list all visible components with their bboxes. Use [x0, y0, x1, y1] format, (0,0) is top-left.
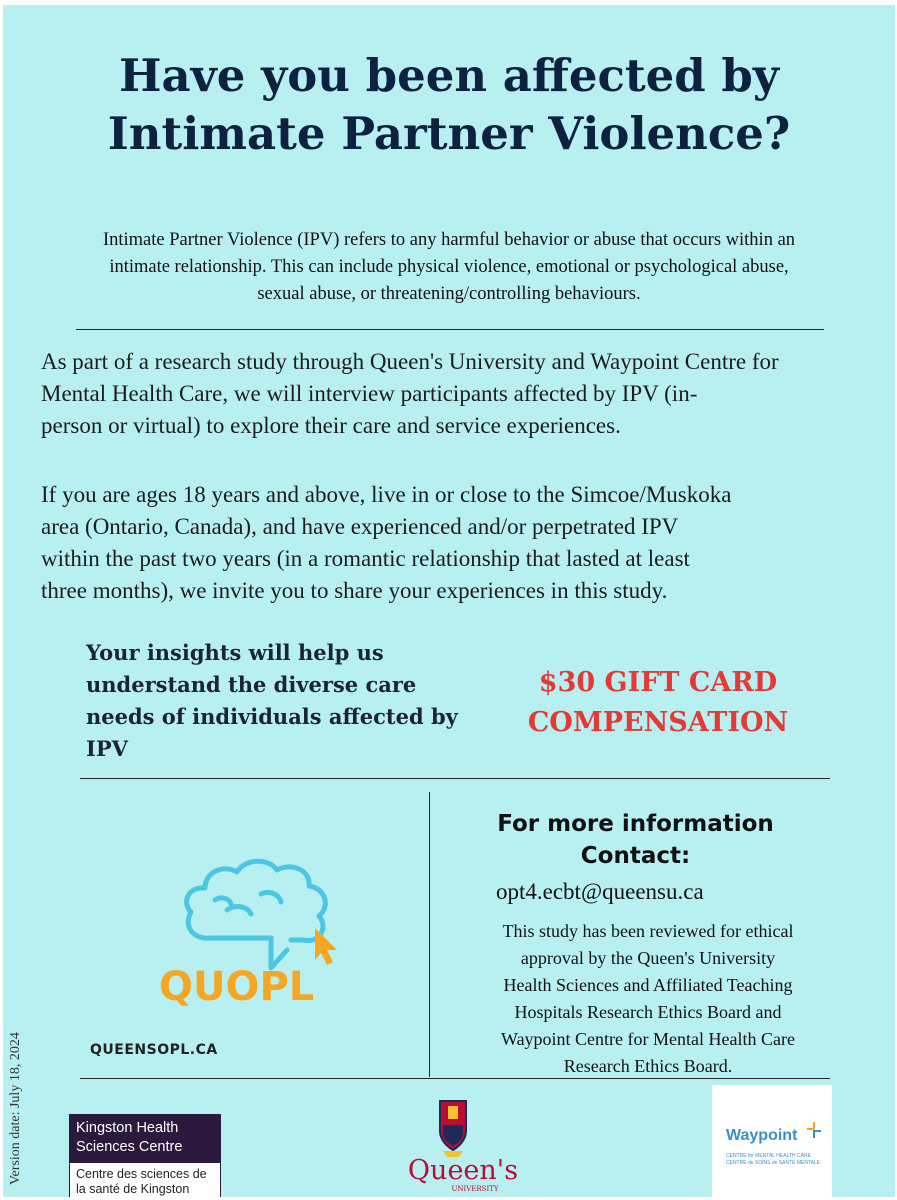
contact-heading-line: Contact: — [580, 843, 691, 869]
khsc-logo-banner — [70, 1115, 220, 1163]
khsc-french-line: la santé de Kingston — [76, 1182, 190, 1196]
ethics-statement — [458, 918, 838, 1080]
paragraph-line: area (Ontario, Canada), and have experienced and/or perpetrated IPV — [41, 514, 679, 539]
khsc-logo — [69, 1114, 221, 1197]
cursor-icon — [315, 928, 337, 965]
paragraph-line: As part of a research study through Queen's University and Waypoint Centre for — [41, 349, 779, 374]
definition-line: sexual abuse, or threatening/controlling behaviours. — [257, 284, 641, 304]
quopl-wordmark: QUOPL — [159, 964, 315, 1010]
quopl-logo — [153, 850, 363, 1010]
contact-heading-line: For more information — [497, 811, 774, 837]
queens-logo — [393, 1095, 533, 1197]
version-date: Version date: July 18, 2024 — [8, 1032, 23, 1185]
title-line-1: Have you been affected by — [118, 49, 780, 102]
insights-line: IPV — [86, 736, 128, 761]
ethics-line: approval by the Queen's University — [520, 948, 776, 968]
insights-line: Your insights will help us — [86, 640, 384, 665]
waypoint-subtitle — [726, 1153, 826, 1167]
compensation-line: $30 GIFT CARD — [538, 667, 778, 698]
queens-subtitle: UNIVERSITY — [451, 1185, 499, 1193]
quopl-website-link[interactable]: QUEENSOPL.CA — [90, 1042, 218, 1058]
waypoint-logo — [712, 1085, 832, 1197]
study-paragraph — [41, 346, 779, 442]
contact-email[interactable]: opt4.ecbt@queensu.ca — [496, 879, 704, 904]
insights-line: understand the diverse care — [86, 672, 417, 697]
poster — [3, 5, 895, 1197]
khsc-name-line: Sciences Centre — [76, 1139, 183, 1155]
title-line-2: Intimate Partner Violence? — [107, 107, 791, 160]
divider-vertical — [429, 792, 430, 1077]
waypoint-mark-icon — [805, 1121, 823, 1139]
paragraph-line: within the past two years (in a romantic relationship that lasted at least — [41, 546, 690, 571]
divider-middle — [80, 778, 830, 779]
insights-statement — [86, 637, 486, 765]
divider-top — [76, 329, 824, 330]
paragraph-line: Mental Health Care, we will interview participants affected by IPV (in- — [41, 381, 698, 406]
waypoint-subtitle-line: CENTRE for MENTAL HEALTH CARE — [726, 1153, 811, 1159]
ipv-definition — [43, 227, 855, 308]
khsc-name-line: Kingston Health — [76, 1120, 179, 1136]
ethics-line: This study has been reviewed for ethical — [502, 921, 794, 941]
ethics-line: Hospitals Research Ethics Board and — [514, 1002, 782, 1022]
ethics-line: Health Sciences and Affiliated Teaching — [503, 975, 793, 995]
contact-heading — [463, 808, 808, 872]
paragraph-line: If you are ages 18 years and above, live in or close to the Simcoe/Muskoka — [41, 482, 732, 507]
compensation-callout — [508, 663, 808, 743]
insights-line: needs of individuals affected by — [86, 704, 458, 729]
eligibility-paragraph — [41, 479, 731, 607]
queens-crest-icon — [440, 1101, 466, 1157]
khsc-logo-french — [70, 1163, 220, 1197]
page-title — [3, 47, 895, 163]
ethics-line: Research Ethics Board. — [563, 1056, 733, 1076]
definition-line: Intimate Partner Violence (IPV) refers to any harmful behavior or abuse that occurs within an — [102, 230, 796, 250]
paragraph-line: person or virtual) to explore their care and service experiences. — [41, 413, 621, 438]
definition-line: intimate relationship. This can include physical violence, emotional or psychological abuse, — [109, 257, 789, 277]
waypoint-subtitle-line: CENTRE de SOINS de SANTÉ MENTALE — [726, 1160, 821, 1166]
waypoint-wordmark: Waypoint — [726, 1127, 798, 1144]
paragraph-line: three months), we invite you to share your experiences in this study. — [41, 578, 668, 603]
queens-wordmark: Queen's — [407, 1155, 519, 1186]
compensation-line: COMPENSATION — [527, 707, 789, 738]
brain-cloud-icon — [187, 861, 326, 968]
khsc-french-line: Centre des sciences de — [76, 1167, 207, 1181]
ethics-line: Waypoint Centre for Mental Health Care — [501, 1029, 795, 1049]
